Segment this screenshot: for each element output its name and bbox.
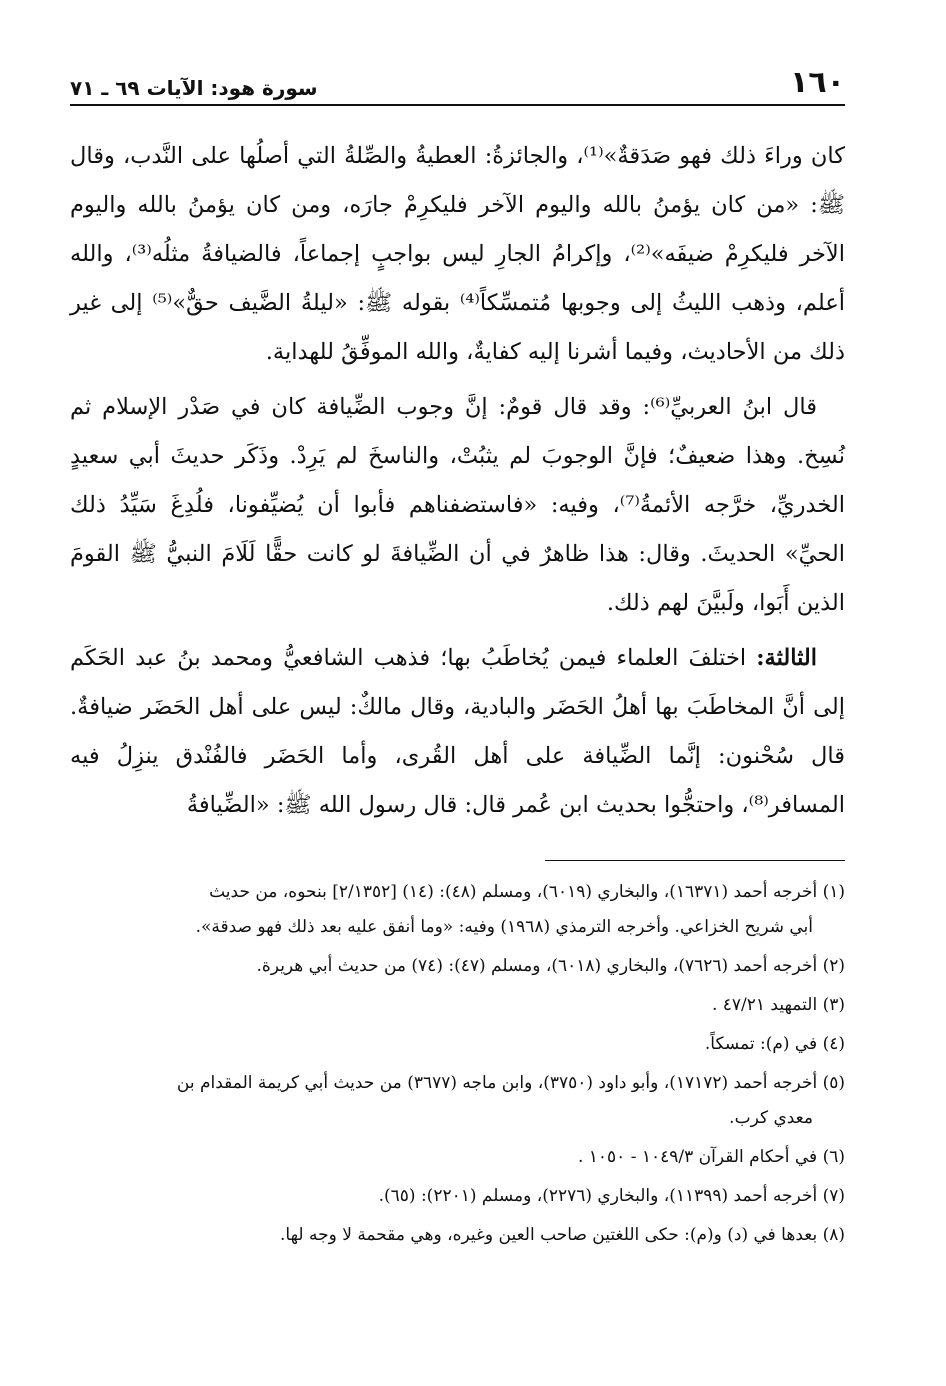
footnote-5 [70, 1066, 845, 1136]
paragraph-2-text: قال ابنُ العربيِّ⁽⁶⁾: وقد قال قومٌ: إنَّ وجوب الضِّيافة كان في صَدْر الإسلام ثم نُسِخ. وهذا ضعيفٌ؛ فإنَّ الوجوبَ لم يثبُتْ، والناسخَ لم يَرِدْ. وذَكَر حديثَ أبي سعيدٍ الخدريِّ، خرَّجه الأئمةُ⁽⁷⁾، وفيه: «فاستضفناهم فأبوا أن يُضيِّفونا، فلُدِغَ سَيِّدُ ذلك الحيِّ» الحديثَ. وقال: هذا ظاهرٌ في أن الضِّيافةَ لو كانت حقًّا لَلَامَ النبيُّ ﷺ القومَ الذين أَبَوا، ولَبيَّنَ لهم ذلك. [70, 394, 845, 616]
footnote-8 [70, 1218, 845, 1253]
footnote-3 [70, 988, 845, 1023]
paragraph-2 [70, 383, 845, 628]
footnote-4-text: (٤) في (م): تمسكاً. [704, 1034, 845, 1054]
footnote-2-text: (٢) أخرجه أحمد (٧٦٢٦)، والبخاري (٦٠١٨)، ومسلم (٤٧): (٧٤) من حديث أبي هريرة. [256, 956, 845, 976]
footnote-1-continuation: أبي شريح الخزاعي. وأخرجه الترمذي (١٩٦٨) وفيه: «وما أنفق عليه بعد ذلك فهو صدقة». [195, 917, 813, 937]
footnote-separator [545, 860, 845, 861]
footnote-7-text: (٧) أخرجه أحمد (١١٣٩٩)، والبخاري (٢٢٧٦)، ومسلم (٢٢٠١): (٦٥). [378, 1186, 845, 1206]
page-number: ١٦٠ [790, 65, 845, 100]
footnote-7 [70, 1179, 845, 1214]
running-title: سورة هود: الآيات ٦٩ ـ ٧١ [70, 76, 318, 100]
main-text [70, 132, 845, 830]
footnotes [70, 875, 845, 1253]
footnote-8-text: (٨) بعدها في (د) و(م): حكى اللغتين صاحب العين وغيره، وهي مقحمة لا وجه لها. [279, 1225, 845, 1245]
footnote-6-text: (٦) في أحكام القرآن ١٠٤٩/٣ - ١٠٥٠ . [577, 1147, 845, 1167]
footnote-4 [70, 1027, 845, 1062]
footnote-3-text: (٣) التمهيد ٤٧/٢١ . [711, 995, 845, 1015]
paragraph-3 [70, 634, 845, 830]
paragraph-1 [70, 132, 845, 377]
paragraph-1-text: كان وراءَ ذلك فهو صَدَقةٌ»⁽¹⁾، والجائزةُ: العطيةُ والصِّلةُ التي أصلُها على النَّدب، وقال ﷺ: «من كان يؤمنُ بالله واليوم الآخر فليكرِمْ جارَه، ومن كان يؤمنُ بالله واليوم الآخر فليكرِمْ ضيفَه»⁽²⁾، وإكرامُ الجارِ ليس بواجبٍ إجماعاً، فالضيافةُ مثلُه⁽³⁾، والله أعلم، وذهب الليثُ إلى وجوبها مُتمسِّكاً⁽⁴⁾ بقوله ﷺ: «ليلةُ الضَّيف حقٌّ»⁽⁵⁾ إلى غير ذلك من الأحاديث، وفيما أشرنا إليه كفايةٌ، والله الموفِّقُ للهداية. [70, 143, 845, 365]
book-page [70, 60, 845, 1257]
page-header [70, 60, 845, 106]
footnote-1-text: (١) أخرجه أحمد (١٦٣٧١)، والبخاري (٦٠١٩)، ومسلم (٤٨): (١٤) [٢/١٣٥٢] بنحوه، من حديث [209, 882, 845, 902]
footnote-5-continuation: معدي كرب. [729, 1108, 813, 1128]
footnote-2 [70, 949, 845, 984]
footnote-5-text: (٥) أخرجه أحمد (١٧١٧٢)، وأبو داود (٣٧٥٠)، وابن ماجه (٣٦٧٧) من حديث أبي كريمة المقدام بن [176, 1073, 845, 1093]
paragraph-3-text: اختلفَ العلماء فيمن يُخاطَبُ بها؛ فذهب الشافعيُّ ومحمد بنُ عبد الحَكَم إلى أنَّ المخاطَبَ بها أهلُ الحَضَر والبادية، وقال مالكٌ: ليس على أهل الحَضَر ضيافةٌ. قال سُحْنون: إنَّما الضِّيافة على أهل القُرى، وأما الحَضَر فالفُنْدق ينزِلُ فيه المسافر⁽⁸⁾، واحتجُّوا بحديث ابن عُمر قال: قال رسول الله ﷺ: «الضِّيافةُ [70, 645, 845, 818]
footnote-6 [70, 1140, 845, 1175]
paragraph-3-heading: الثالثة: [756, 645, 817, 671]
footnote-1 [70, 875, 845, 945]
